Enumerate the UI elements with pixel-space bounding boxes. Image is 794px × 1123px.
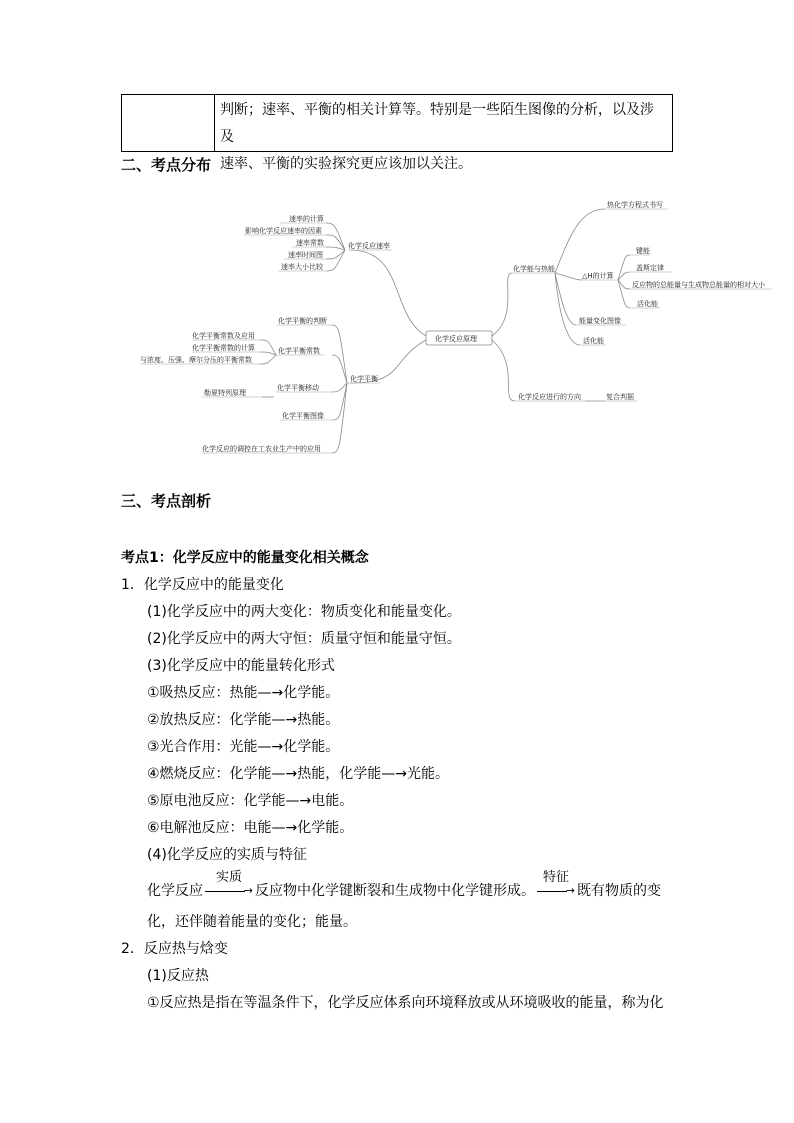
node-rate-item: 速率常数 — [296, 239, 324, 247]
node-heat: 化学能与热能 — [513, 265, 555, 273]
mind-map — [140, 195, 780, 470]
list-item: ①吸热反应：热能—→化学能。 — [147, 685, 340, 701]
mind-map-svg — [140, 195, 780, 470]
node-equil-shift: 化学平衡移动 — [277, 384, 319, 392]
node-dh: △H的计算 — [582, 272, 614, 280]
list-item: ④燃烧反应：化学能—→热能，化学能—→光能。 — [147, 766, 450, 782]
labeled-arrow-feature: 特征 → — [537, 884, 575, 898]
paragraph: ①反应热是指在等温条件下，化学反应体系向环境释放或从环境吸收的能量，称为化 — [147, 995, 664, 1011]
labeled-arrow-essence: 实质 → — [205, 884, 253, 898]
node-dh-item: 反应物的总能量与生成物总能量的相对大小 — [632, 281, 765, 289]
table-line-2: 速率、平衡的实验探究更应该加以关注。 — [220, 156, 472, 172]
node-rate-item: 速率的计算 — [289, 215, 324, 223]
table-empty-cell — [122, 95, 215, 151]
section-heading-distribution: 二、考点分布 — [121, 156, 212, 174]
arrow-label: 特征 — [542, 870, 569, 885]
list-item: ③光合作用：光能—→化学能。 — [147, 739, 340, 755]
node-equilibrium: 化学平衡 — [350, 375, 378, 383]
node-heat-act: 活化能 — [583, 337, 604, 345]
node-le-chatelier: 勒夏特列原理 — [204, 389, 246, 397]
node-constant-item: 化学平衡常数的计算 — [192, 344, 255, 352]
mind-map-center: 化学反应原理 — [435, 335, 477, 343]
node-dh-item: 活化能 — [637, 300, 658, 308]
section-heading-analysis: 三、考点剖析 — [121, 492, 212, 510]
paragraph: (1)反应热 — [147, 968, 209, 984]
node-constant-item: 与浓度、压强、摩尔分压的平衡常数 — [140, 356, 252, 364]
essence-line — [121, 869, 681, 909]
paragraph: (4)化学反应的实质与特征 — [147, 847, 307, 863]
node-dh-item: 键能 — [636, 247, 650, 255]
node-direction-item: 复合判据 — [606, 393, 634, 401]
point-title: 考点1：化学反应中的能量变化相关概念 — [121, 550, 369, 566]
node-equil-apply: 化学反应的调控在工农业生产中的应用 — [202, 445, 321, 453]
subsection-1: 1．化学反应中的能量变化 — [121, 577, 284, 593]
node-heat-eq: 热化学方程式书写 — [607, 201, 663, 209]
body-text — [121, 545, 681, 1017]
essence-text-b: 反应物中化学键断裂和生成物中化学键形成。 — [255, 883, 535, 899]
node-heat-img: 能量变化图像 — [579, 317, 621, 325]
table-text-cell — [215, 95, 672, 172]
subsection-2: 2．反应热与焓变 — [121, 941, 228, 957]
node-rate: 化学反应速率 — [348, 242, 390, 250]
table-line-1: 判断；速率、平衡的相关计算等。特别是一些陌生图像的分析，以及涉及 — [220, 102, 654, 145]
paragraph: (1)化学反应中的两大变化：物质变化和能量变化。 — [147, 604, 461, 620]
node-equil-judge: 化学平衡的判断 — [278, 317, 327, 325]
node-rate-item: 速率大小比较 — [281, 263, 323, 271]
node-equil-image: 化学平衡图像 — [282, 412, 324, 420]
list-item: ⑥电解池反应：电能—→化学能。 — [147, 820, 354, 836]
node-dh-item: 盖斯定律 — [636, 264, 664, 272]
list-item: ②放热反应：化学能—→热能。 — [147, 712, 340, 728]
list-item: ⑤原电池反应：化学能—→电能。 — [147, 793, 354, 809]
paragraph: 化，还伴随着能量的变化；能量。 — [147, 914, 357, 930]
node-rate-item: 影响化学反应速率的因素 — [245, 227, 322, 235]
node-equil-constant: 化学平衡常数 — [278, 347, 320, 355]
paragraph: (3)化学反应中的能量转化形式 — [147, 658, 335, 674]
paragraph: (2)化学反应中的两大守恒：质量守恒和能量守恒。 — [147, 631, 461, 647]
essence-text-c: 既有物质的变 — [577, 883, 661, 899]
node-rate-item: 速率时间图 — [288, 251, 323, 259]
node-constant-item: 化学平衡常数及应用 — [192, 332, 255, 340]
node-direction: 化学反应进行的方向 — [518, 393, 581, 401]
arrow-label: 实质 — [215, 870, 242, 885]
essence-text-a: 化学反应 — [147, 883, 203, 899]
